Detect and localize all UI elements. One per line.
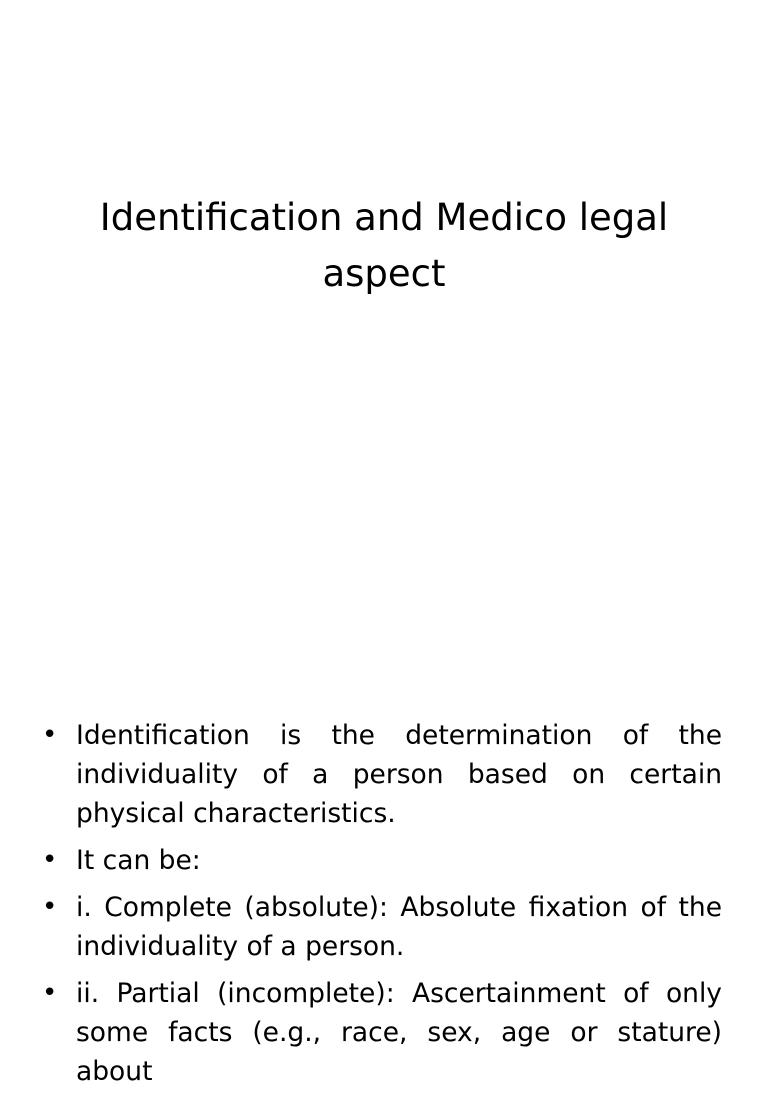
bullet-item (40, 974, 722, 1091)
bullet-list (40, 716, 722, 1099)
bullet-dot-icon: • (42, 892, 58, 922)
bullet-text: Identification is the determination of the individuality of a person based on certain physical characteristics. (76, 720, 722, 829)
bullet-item (40, 841, 722, 880)
slide-title: Identification and Medico legal aspect (99, 196, 669, 295)
bullet-text: It can be: (76, 845, 201, 876)
bullet-text: i. Complete (absolute): Absolute fixation of the individuality of a person. (76, 892, 722, 962)
bullet-dot-icon: • (42, 978, 58, 1008)
bullet-dot-icon: • (42, 720, 58, 750)
bullet-dot-icon: • (42, 845, 58, 875)
bullet-item (40, 888, 722, 966)
bullet-text: ii. Partial (incomplete): Ascertainment of only some facts (e.g., race, sex, age or stature) about (76, 978, 722, 1087)
bullet-item (40, 716, 722, 833)
